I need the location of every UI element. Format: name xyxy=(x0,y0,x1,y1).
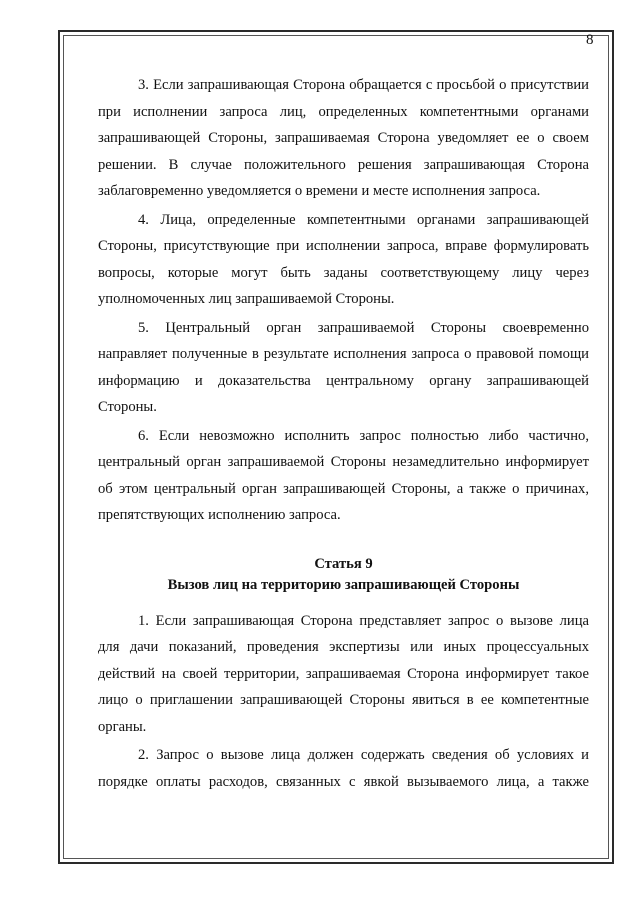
article-heading xyxy=(98,554,589,596)
paragraph-6: 6. Если невозможно исполнить запрос полностью либо частично, центральный орган запрашиваемой Стороны незамедлительно информирует об этом центральный орган запрашивающей Стороны, а также о причинах, препятствующих исполнению запроса. xyxy=(98,427,589,523)
document-body xyxy=(98,72,589,795)
article-paragraph-2: 2. Запрос о вызове лица должен содержать сведения об условиях и порядке оплаты расходов, связанных с явкой вызываемого лица, а также xyxy=(98,747,589,790)
paragraph-3: 3. Если запрашивающая Сторона обращается с просьбой о присутствии при исполнении запроса лиц, определенных компетентными органами запрашивающей Стороны, запрашиваемая Сторона уведомляет ее о своем решении. В случае положительного решения запрашивающая Сторона заблаговременно уведомляется о времени и месте исполнения запроса. xyxy=(98,77,589,199)
paragraph-5: 5. Центральный орган запрашиваемой Стороны своевременно направляет полученные в результате исполнения запроса о правовой помощи информацию и доказательства центральному органу запрашивающей Стороны. xyxy=(98,319,589,415)
page-number: 8 xyxy=(586,32,594,48)
paragraph-4: 4. Лица, определенные компетентными органами запрашивающей Стороны, присутствующие при исполнении запроса, вправе формулировать вопросы, которые могут быть заданы соответствующему лицу через уполномоченных лиц запрашиваемой Стороны. xyxy=(98,211,589,307)
article-paragraph-1: 1. Если запрашивающая Сторона представляет запрос о вызове лица для дачи показаний, проведения экспертизы или иных процессуальных действий на своей территории, запрашиваемая Сторона информирует такое лицо о приглашении запрашивающей Стороны явиться в ее компетентные органы. xyxy=(98,612,589,735)
article-title: Вызов лиц на территорию запрашивающей Стороны xyxy=(167,576,520,593)
article-number: Статья 9 xyxy=(314,555,373,572)
